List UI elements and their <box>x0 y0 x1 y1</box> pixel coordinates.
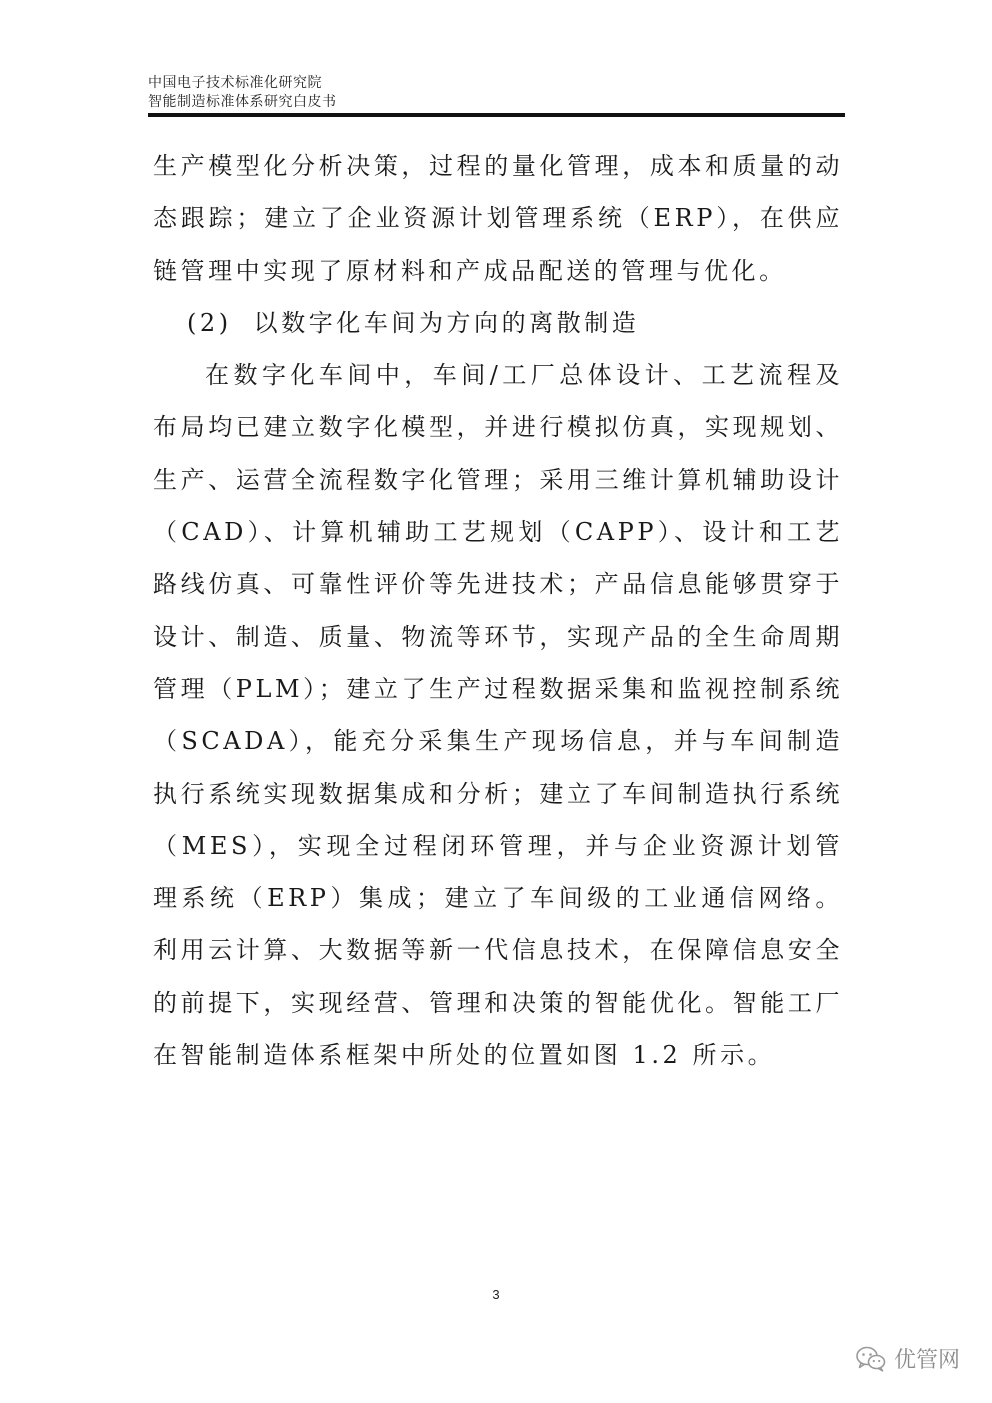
header-divider <box>148 113 845 117</box>
document-body <box>153 140 843 1081</box>
section-subheading <box>153 297 843 349</box>
watermark-text: 优管网 <box>893 1348 960 1373</box>
subheading-text: 以数字化车间为方向的离散制造 <box>253 308 640 337</box>
header-document-title: 智能制造标准体系研究白皮书 <box>148 94 337 110</box>
paragraph-continued: 生产模型化分析决策，过程的量化管理，成本和质量的动态跟踪；建立了企业资源计划管理系统（ERP），在供应链管理中实现了原材料和产成品配送的管理与优化。 <box>153 152 843 285</box>
paragraph-digital-workshop: 在数字化车间中，车间/工厂总体设计、工艺流程及布局均已建立数字化模型，并进行模拟仿真，实现规划、生产、运营全流程数字化管理；采用三维计算机辅助设计（CAD）、计算机辅助工艺规划（CAPP）、设计和工艺路线仿真、可靠性评价等先进技术；产品信息能够贯穿于设计、制造、质量、物流等环节，实现产品的全生命周期管理（PLM）；建立了生产过程数据采集和监视控制系统（SCADA），能充分采集生产现场信息，并与车间制造执行系统实现数据集成和分析；建立了车间制造执行系统（MES），实现全过程闭环管理，并与企业资源计划管理系统（ERP）集成；建立了车间级的工业通信网络。利用云计算、大数据等新一代信息技术，在保障信息安全的前提下，实现经营、管理和决策的智能优化。智能工厂在智能制造体系框架中所处的位置如图 1.2 所示。 <box>153 361 843 1070</box>
source-watermark <box>856 1343 960 1374</box>
subheading-number: (2) <box>187 308 232 337</box>
page-header <box>148 74 845 112</box>
header-institute: 中国电子技术标准化研究院 <box>148 75 322 91</box>
page-number: 3 <box>492 1287 500 1302</box>
wechat-icon <box>856 1346 886 1372</box>
